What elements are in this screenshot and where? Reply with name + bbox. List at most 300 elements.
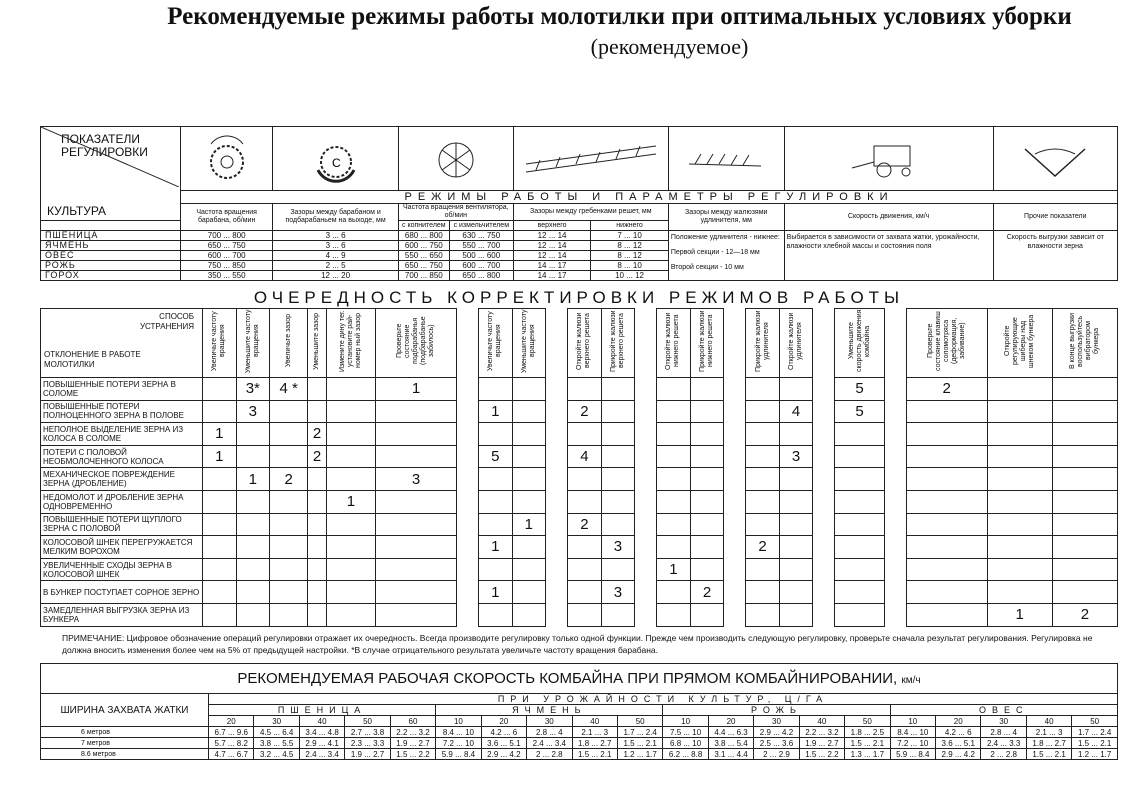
sequence-cell [308,490,326,513]
method-header [906,309,987,378]
column-gap [724,309,746,378]
col-drum-gap: Зазоры между барабаном и подбарабаньем на выходе, мм [273,204,399,231]
indicators-label: ПОКАЗАТЕЛИ РЕГУЛИРОВКИ [61,132,148,159]
column-gap [884,536,906,559]
sequence-cell [203,468,237,491]
sequence-cell [746,378,780,401]
problem-label: ЗАМЕДЛЕННАЯ ВЫГРУЗКА ЗЕРНА ИЗ БУНКЕРА [41,603,203,626]
fan-icon [398,127,513,191]
problem-row [41,603,1118,626]
speed-note: Выбирается в зависимости от захвата жатки, урожайности, влажности хлебной массы и состояния поля [784,231,993,281]
louver-icon [668,127,784,191]
sequence-cell [270,490,308,513]
sequence-cell [746,513,780,536]
sequence-cell [479,558,513,581]
sequence-cell [657,445,691,468]
sequence-cell: 1 [479,400,513,423]
col-sieve-top: верхнего [513,221,591,231]
speed-value: 1.5 ... 2.1 [617,738,662,749]
sequence-cell [835,490,884,513]
regulation-value: 630 ... 750 [449,231,513,241]
sequence-cell [376,445,457,468]
speed-title: РЕКОМЕНДУЕМАЯ РАБОЧАЯ СКОРОСТЬ КОМБАЙНА ПРИ ПРЯМОМ КОМБАЙНИРОВАНИИ, км/ч [41,664,1118,694]
sequence-cell [568,468,602,491]
method-header [601,309,635,378]
sequence-cell: 4 [779,400,813,423]
yield-header: 50 [845,716,890,727]
speed-value: 4.2 ... 6 [481,727,526,738]
sequence-cell: 1 [236,468,270,491]
speed-value: 2 ... 2.8 [981,749,1026,760]
sequence-cell: 3* [236,378,270,401]
sequence-cell [308,581,326,604]
column-gap [457,490,479,513]
regulation-row [41,231,1118,241]
column-gap [884,603,906,626]
sequence-cell [657,468,691,491]
regulation-value: 8 ... 10 [591,261,669,271]
svg-text:c: c [331,155,341,170]
column-gap [884,309,906,378]
sequence-cell [512,445,546,468]
problem-row [41,581,1118,604]
sequence-cell: 4 [568,445,602,468]
method-label: Увеличьте зазор [284,314,292,368]
speed-value: 3.4 ... 4.8 [299,727,344,738]
problem-label: ПОВЫШЕННЫЕ ПОТЕРИ ЩУПЛОГО ЗЕРНА С ПОЛОВОЙ [41,513,203,536]
yield-header: 10 [436,716,481,727]
sequence-cell [326,558,375,581]
sequence-cell [987,558,1052,581]
sequence-cell [236,490,270,513]
method-label: Откройте жалюзи верхнего решета [576,312,592,370]
sequence-cell [835,536,884,559]
sequence-cell [479,490,513,513]
sequence-cell: 4 * [270,378,308,401]
problem-row [41,378,1118,401]
sequence-cell [690,513,724,536]
column-gap [813,400,835,423]
method-header [568,309,602,378]
speed-value: 5.7 ... 8.2 [209,738,254,749]
method-header [835,309,884,378]
regulation-value: 14 ... 17 [513,271,591,281]
sequence-cell [479,603,513,626]
sequence-cell: 1 [203,445,237,468]
problem-row [41,558,1118,581]
method-label: Проверьте состояние клавиш соломотряса (деформация, забивание) [926,311,966,371]
sequence-cell [326,513,375,536]
sequence-cell [835,468,884,491]
column-gap [813,536,835,559]
speed-value: 2.9 ... 4.1 [299,738,344,749]
column-gap [724,581,746,604]
column-gap [457,445,479,468]
column-gap [546,536,568,559]
method-header [236,309,270,378]
yield-header: 50 [1072,716,1118,727]
method-label: Проверьте состояние подбарабанья (подбарабанье забилось) [396,316,436,366]
corner-bottom-label: ОТКЛОНЕНИЕ В РАБОТЕ МОЛОТИЛКИ [44,350,141,369]
method-header [657,309,691,378]
yield-header: 60 [390,716,435,727]
method-label: Откройте регулирующие шиберы над шнеком бункера [1003,314,1035,368]
sequence-cell [308,400,326,423]
sequence-cell [690,378,724,401]
speed-value: 1.3 ... 1.7 [845,749,890,760]
column-gap [635,445,657,468]
speed-value: 1.5 ... 2.2 [799,749,844,760]
sequence-cell: 1 [203,423,237,446]
sequence-cell [690,445,724,468]
column-gap [724,536,746,559]
yield-header: 40 [572,716,617,727]
sequence-cell [690,603,724,626]
column-gap [457,581,479,604]
sequence-cell [1052,378,1117,401]
sequence-cell [779,536,813,559]
column-gap [884,468,906,491]
sequence-cell [203,378,237,401]
speed-value: 1.5 ... 2.1 [572,749,617,760]
sequence-cell [512,581,546,604]
sequence-cell [746,581,780,604]
regulation-value: 600 ... 700 [181,251,273,261]
speed-value: 2.2 ... 3.2 [390,727,435,738]
hopper-icon [993,127,1117,191]
speed-value: 3.2 ... 4.5 [254,749,299,760]
sequence-cell [512,378,546,401]
sequence-cell [1052,400,1117,423]
problem-label: В БУНКЕР ПОСТУПАЕТ СОРНОЕ ЗЕРНО [41,581,203,604]
sequence-cell: 1 [512,513,546,536]
sequence-cell [512,536,546,559]
regulation-value: 7 ... 10 [591,231,669,241]
sequence-cell [987,513,1052,536]
sequence-cell [906,603,987,626]
method-header [270,309,308,378]
sequence-cell [308,536,326,559]
sequence-cell [270,536,308,559]
speed-value: 1.5 ... 2.1 [1072,738,1118,749]
sequence-cell [376,423,457,446]
regulation-value: 680 ... 800 [398,231,449,241]
sequence-cell: 3 [376,468,457,491]
sequence-cell: 2 [746,536,780,559]
sequence-cell [779,558,813,581]
method-label: В конце выгрузки воспользуйтесь вибратором бункера [1068,312,1100,370]
yield-header: 50 [617,716,662,727]
sequence-cell [512,603,546,626]
problem-label: ПОВЫШЕННЫЕ ПОТЕРИ ПОЛНОЦЕННОГО ЗЕРНА В ПОЛОВЕ [41,400,203,423]
sequence-cell [987,536,1052,559]
speed-value: 1.2 ... 1.7 [1072,749,1118,760]
column-gap [724,558,746,581]
sequence-cell [746,445,780,468]
problem-label: УВЕЛИЧЕННЫЕ СХОДЫ ЗЕРНА В КОЛОСОВОЙ ШНЕК [41,558,203,581]
regulation-value: 4 ... 9 [273,251,399,261]
sequence-cell [203,536,237,559]
sequence-cell: 1 [479,536,513,559]
culture-label: КУЛЬТУРА [47,204,107,218]
modes-title: РЕЖИМЫ РАБОТЫ И ПАРАМЕТРЫ РЕГУЛИРОВКИ [181,191,1118,204]
sequence-cell [987,423,1052,446]
column-gap [884,445,906,468]
sequence-cell [236,581,270,604]
sequence-cell: 3 [601,536,635,559]
sequence-cell [236,423,270,446]
sequence-cell: 3 [779,445,813,468]
sequence-cell [203,513,237,536]
speed-value: 3.8 ... 5.4 [708,738,753,749]
regulation-value: 12 ... 20 [273,271,399,281]
sequence-cell [479,423,513,446]
sequence-cell [906,513,987,536]
column-gap [635,603,657,626]
yield-header: 40 [1026,716,1071,727]
sequence-cell [601,558,635,581]
sequence-cell [308,558,326,581]
sequence-cell [1052,490,1117,513]
yield-header: 20 [936,716,981,727]
column-gap [546,581,568,604]
col-drum-speed: Частота вращения барабана, об/мин [181,204,273,231]
speed-value: 2 ... 2.9 [754,749,799,760]
sequence-cell [987,400,1052,423]
sequence-cell [568,490,602,513]
column-gap [546,400,568,423]
column-gap [884,513,906,536]
sequence-cell [1052,558,1117,581]
sequence-cell [203,558,237,581]
louver-note-line: Положение удлинителя - нижнее: [670,234,780,241]
regulation-value: 650 ... 750 [181,241,273,251]
speed-row [41,727,1118,738]
sequence-cell [657,581,691,604]
sequence-cell [601,513,635,536]
sequence-cell [479,513,513,536]
sequence-cell [376,581,457,604]
speed-value: 2.9 ... 4.2 [754,727,799,738]
col-fan-a: с копнителем [398,221,449,231]
regulation-value: 550 ... 700 [449,241,513,251]
sequence-cell [512,468,546,491]
speed-value: 2.2 ... 3.2 [799,727,844,738]
sequence-cell [326,603,375,626]
sequence-cell [601,400,635,423]
sequence-cell [326,581,375,604]
method-label: Увеличьте частоту вращения [487,311,503,371]
sequence-cell [236,603,270,626]
column-gap [813,603,835,626]
note-text: Цифровое обозначение операций регулировки отражает их очередность. Всегда производите регулировку только одной функции. Прежде чем производить следующую регулировку, проверьте сначала результат регулирования. Регулировка не должна вносить изменения более чем на 5% от предыдущей настройки. *В случае отрицательного результата увеличьте частоту вращения барабана. [62,633,1093,655]
column-gap [635,558,657,581]
speed-value: 5.9 ... 8.4 [890,749,935,760]
column-gap [457,378,479,401]
sequence-cell [690,558,724,581]
sequence-cell: 1 [479,581,513,604]
speed-value: 1.8 ... 2.7 [572,738,617,749]
sequence-cell [568,378,602,401]
yield-header: 20 [481,716,526,727]
speed-value: 3.1 ... 4.4 [708,749,753,760]
sequence-cell [1052,513,1117,536]
yield-label: ПРИ УРОЖАЙНОСТИ КУЛЬТУР, Ц/ГА [209,694,1118,705]
column-gap [635,536,657,559]
speed-row [41,749,1118,760]
sequence-cell [987,581,1052,604]
sequence-cell [376,558,457,581]
sequence-cell [568,603,602,626]
sequence-cell [326,400,375,423]
sequence-cell: 1 [657,558,691,581]
speed-value: 2.1 ... 3 [1026,727,1071,738]
yield-header: 20 [708,716,753,727]
sequence-cell [835,603,884,626]
sequence-cell [779,513,813,536]
problem-row [41,423,1118,446]
sequence-cell: 5 [835,378,884,401]
sequence-cell [270,400,308,423]
speed-value: 1.7 ... 2.4 [617,727,662,738]
culture-header: ПШЕНИЦА [209,705,436,716]
sequence-cell [987,490,1052,513]
method-header [308,309,326,378]
sequence-cell [690,490,724,513]
combine-icon [784,127,993,191]
speed-value: 2.8 ... 4 [527,727,572,738]
column-gap [635,581,657,604]
column-gap [457,400,479,423]
col-louver: Зазоры между жалюзями удлинителя, мм [668,204,784,231]
column-gap [724,603,746,626]
speed-value: 1.8 ... 2.5 [845,727,890,738]
sequence-cell [746,423,780,446]
yield-header: 40 [299,716,344,727]
problem-label: МЕХАНИЧЕСКОЕ ПОВРЕЖДЕНИЕ ЗЕРНА (ДРОБЛЕНИЕ) [41,468,203,491]
speed-value: 2.9 ... 4.2 [481,749,526,760]
speed-value: 2.7 ... 3.8 [345,727,390,738]
sequence-cell [376,513,457,536]
sequence-cell [512,423,546,446]
problem-row [41,490,1118,513]
sequence-cell [746,558,780,581]
column-gap [884,581,906,604]
sequence-cell: 2 [906,378,987,401]
sequence-cell [690,423,724,446]
sequence-cell [835,445,884,468]
speed-value: 2.4 ... 3.4 [299,749,344,760]
column-gap [724,445,746,468]
column-gap [813,490,835,513]
page-title: Рекомендуемые режимы работы молотилки при оптимальных условиях уборки [167,3,1072,30]
sequence-cell [601,468,635,491]
sequence-cell [987,468,1052,491]
method-label: Уменьшите скорость движения комбайна [847,309,871,373]
sequence-cell [835,558,884,581]
speed-value: 1.9 ... 2.7 [345,749,390,760]
col-fan: Частота вращения вентилятора, об/мин [398,204,513,221]
sequence-cell [601,603,635,626]
regulation-value: 350 ... 550 [181,271,273,281]
sequence-title: ОЧЕРЕДНОСТЬ КОРРЕКТИРОВКИ РЕЖИМОВ РАБОТЫ [253,288,905,307]
sequence-cell [657,423,691,446]
speed-value: 1.9 ... 2.7 [390,738,435,749]
sequence-cell [779,490,813,513]
speed-value: 6.8 ... 10 [663,738,708,749]
method-label: Уменьшите частоту вращения [520,309,536,373]
column-gap [813,468,835,491]
sequence-cell [657,603,691,626]
sequence-cell [236,536,270,559]
drum-gap-icon [273,127,399,191]
yield-header: 30 [254,716,299,727]
method-label: Прикройте жалюзи верхнего решета [609,310,625,372]
sequence-cell [568,581,602,604]
sequence-cell [270,558,308,581]
sequence-cell [779,581,813,604]
regulation-value: 550 ... 650 [398,251,449,261]
method-label: Измените дину тег. установите рай-номер ный зазор [338,310,362,372]
speed-value: 4.5 ... 6.4 [254,727,299,738]
sequence-cell [326,378,375,401]
sequence-cell [657,490,691,513]
sequence-note [62,632,1122,656]
column-gap [457,558,479,581]
speed-value: 1.7 ... 2.4 [1072,727,1118,738]
speed-value: 1.2 ... 1.7 [617,749,662,760]
method-header [512,309,546,378]
yield-header: 50 [345,716,390,727]
sequence-cell [479,468,513,491]
column-gap [546,423,568,446]
problem-label: НЕПОЛНОЕ ВЫДЕЛЕНИЕ ЗЕРНА ИЗ КОЛОСА В СОЛОМЕ [41,423,203,446]
column-gap [813,378,835,401]
sequence-table [40,308,1118,627]
sequence-cell [906,400,987,423]
column-gap [724,423,746,446]
regulation-value: 650 ... 800 [449,271,513,281]
column-gap [884,490,906,513]
sequence-cell [601,445,635,468]
column-gap [546,468,568,491]
sequence-cell [326,536,375,559]
speed-value: 8.4 ... 10 [890,727,935,738]
regulation-value: 12 ... 14 [513,231,591,241]
sequence-cell [1052,423,1117,446]
sequence-cell [746,490,780,513]
sequence-cell [326,468,375,491]
sequence-cell [746,468,780,491]
speed-value: 2 ... 2.8 [527,749,572,760]
sequence-cell [270,603,308,626]
column-gap [546,309,568,378]
column-gap [546,603,568,626]
culture-name: РОЖЬ [41,261,181,271]
sequence-cell [835,513,884,536]
column-gap [635,309,657,378]
column-gap [813,513,835,536]
speed-value: 3.8 ... 5.5 [254,738,299,749]
sequence-cell: 2 [568,513,602,536]
regulation-value: 600 ... 750 [398,241,449,251]
col-fan-b: с измельчителем [449,221,513,231]
sequence-cell [906,536,987,559]
yield-header: 30 [754,716,799,727]
speed-value: 2.9 ... 4.2 [936,749,981,760]
louver-note-line: Второй секции - 10 мм [670,264,744,271]
column-gap [457,423,479,446]
